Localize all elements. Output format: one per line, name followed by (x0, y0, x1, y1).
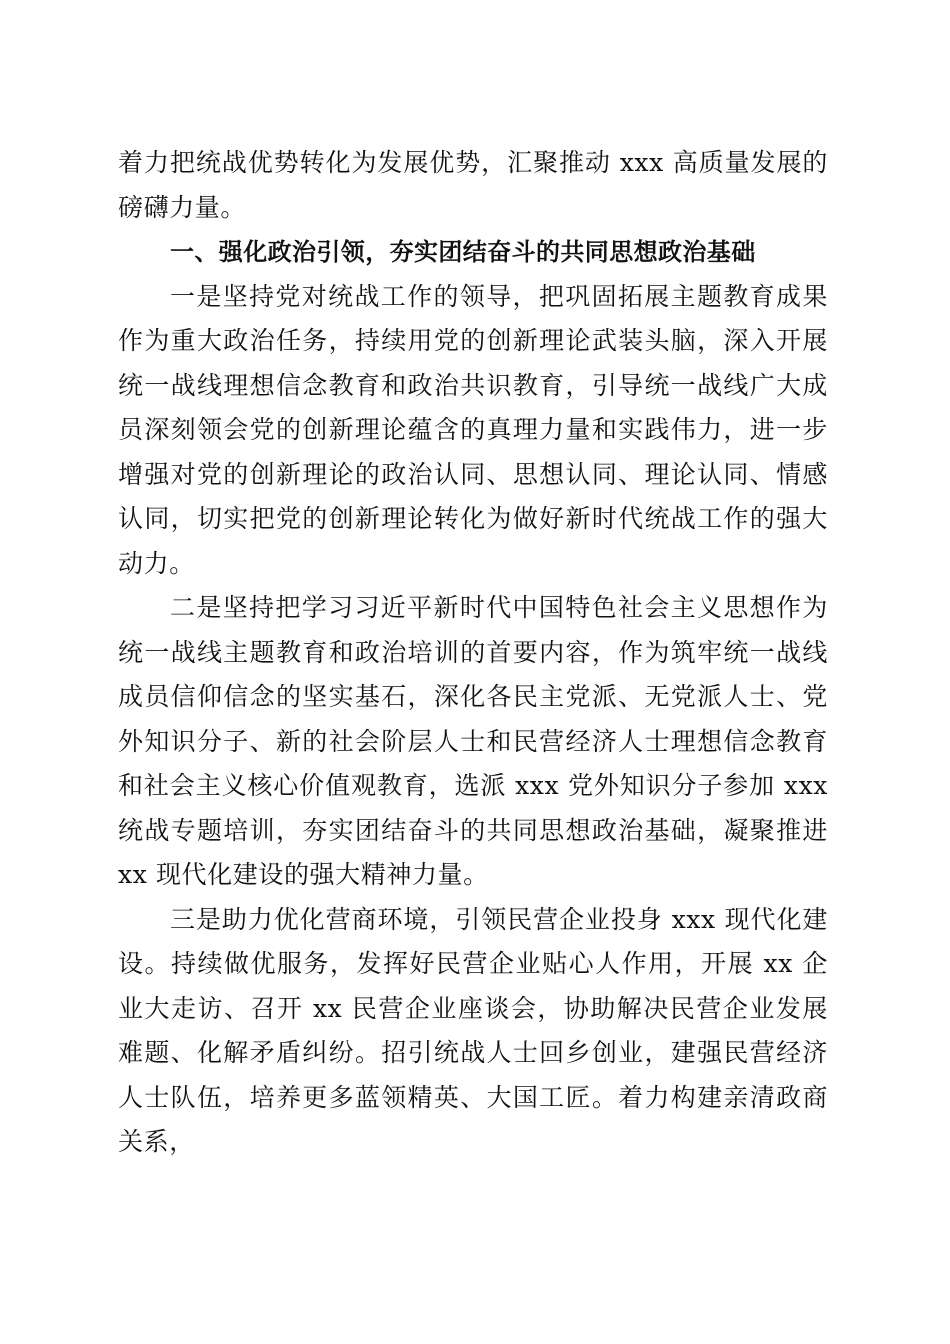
paragraph-first: 一是坚持党对统战工作的领导，把巩固拓展主题教育成果作为重大政治任务，持续用党的创新理论武装头脑，深入开展统一战线理想信念教育和政治共识教育，引导统一战线广大成员深刻领会党的创新理论蕴含的真理力量和实践伟力，进一步增强对党的创新理论的政治认同、思想认同、理论认同、情感认同，切实把党的创新理论转化为做好新时代统战工作的强大动力。 (118, 281, 828, 578)
paragraph-intro: 着力把统战优势转化为发展优势，汇聚推动 xxx 高质量发展的磅礴力量。 (118, 148, 828, 222)
section-heading: 一、强化政治引领，夯实团结奋斗的共同思想政治基础 (170, 238, 756, 266)
paragraph-second: 二是坚持把学习习近平新时代中国特色社会主义思想作为统一战线主题教育和政治培训的首要内容，作为筑牢统一战线成员信仰信念的坚实基石，深化各民主党派、无党派人士、党外知识分子、新的社会阶层人士和民营经济人士理想信念教育和社会主义核心价值观教育，选派 xxx 党外知识分子参加 xxx 统战专题培训，夯实团结奋斗的共同思想政治基础，凝聚推进 xx 现代化建设的强大精神力量。 (118, 593, 828, 889)
paragraph-third: 三是助力优化营商环境，引领民营企业投身 xxx 现代化建设。持续做优服务，发挥好民营企业贴心人作用，开展 xx 企业大走访、召开 xx 民营企业座谈会，协助解决民营企业发展难题、化解矛盾纠纷。招引统战人士回乡创业，建强民营经济人士队伍，培养更多蓝领精英、大国工匠。着力构建亲清政商关系， (118, 904, 828, 1156)
document-body (118, 141, 828, 1165)
